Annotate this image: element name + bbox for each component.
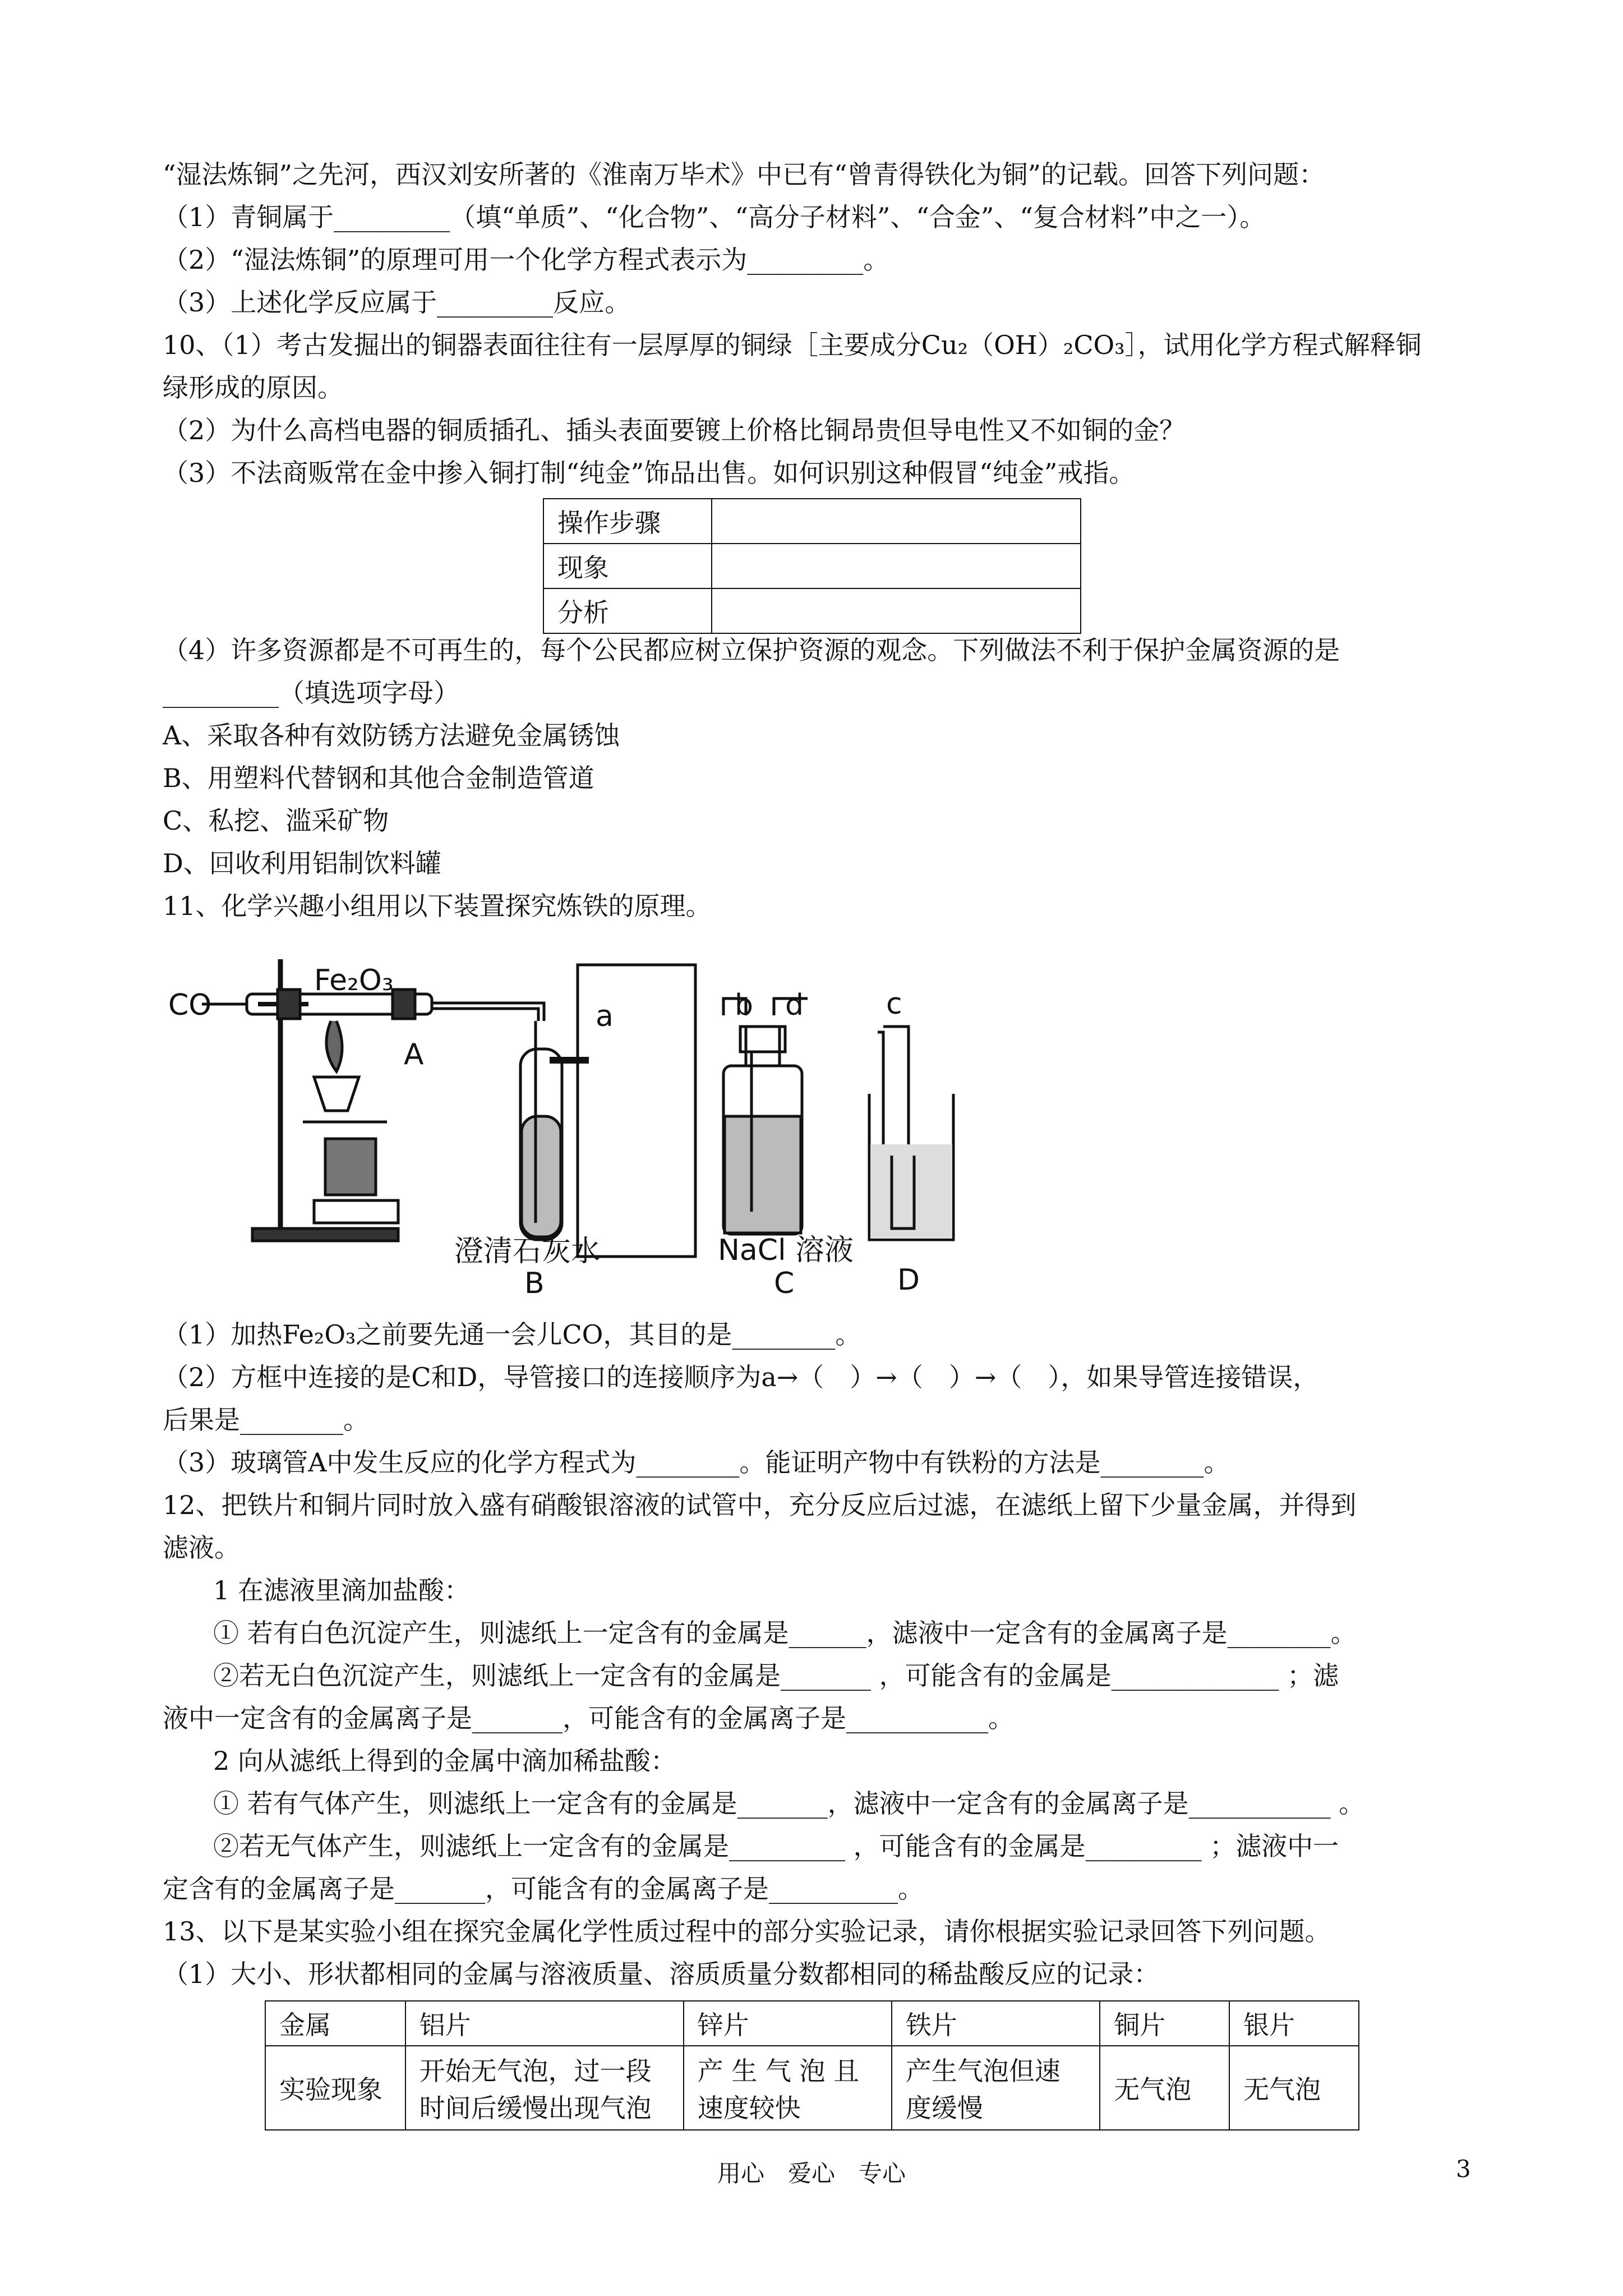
limewater-label: 澄清石灰水 (454, 1235, 601, 1268)
table-cell-cu: 无气泡 (1100, 2046, 1229, 2130)
table-header-cell: 金属 (265, 2001, 405, 2046)
page-number: 3 (1456, 2155, 1471, 2183)
nacl-label: NaCl 溶液 (718, 1234, 854, 1267)
cell-line: 度缓慢 (905, 2093, 983, 2123)
metal-reaction-table (265, 2000, 1359, 2131)
question-9-3: （3）上述化学反应属于_________反应。 (163, 287, 631, 318)
question-12: 12、把铁片和铜片同时放入盛有硝酸银溶液的试管中，充分反应后过滤，在滤纸上留下少量金属，并得到 (163, 1490, 1357, 1520)
apparatus-figure (163, 954, 1026, 1307)
table-row-label: 实验现象 (265, 2046, 405, 2130)
question-9-1: （1）青铜属于_________（填“单质”、“化合物”、“高分子材料”、“合金”、“复合材料”中之一）。 (163, 202, 1266, 232)
table-cell: 分析 (543, 588, 712, 633)
question-11-1: （1）加热Fe₂O₃之前要先通一会儿CO，其目的是________。 (163, 1319, 861, 1350)
text-line: 后果是________。 (163, 1405, 369, 1435)
label-a-inlet: a (596, 1000, 614, 1033)
table-cell-empty (712, 499, 1081, 544)
text-line: ① 若有白色沉淀产生，则滤纸上一定含有的金属是______，滤液中一定含有的金属离子是________。 (213, 1618, 1357, 1648)
text-line: ②若无白色沉淀产生，则滤纸上一定含有的金属是_______ ，可能含有的金属是_____________ ；滤 (213, 1660, 1339, 1691)
option-c: C、私挖、滥采矿物 (163, 806, 389, 836)
table-cell-al (405, 2046, 684, 2130)
label-c: C (774, 1267, 795, 1300)
label-b: B (524, 1267, 545, 1300)
question-11-3: （3）玻璃管A中发生反应的化学方程式为________。能证明产物中有铁粉的方法是________。 (163, 1447, 1230, 1478)
text-line: 定含有的金属离子是_______，可能含有的金属离子是__________。 (163, 1874, 924, 1904)
text-line: _________（填选项字母） (163, 678, 459, 708)
cell-line: 速度较快 (697, 2093, 801, 2123)
cell-line: 开始无气泡，过一段 (419, 2056, 652, 2086)
text-line: “湿法炼铜”之先河，西汉刘安所著的《淮南万毕术》中已有“曾青得铁化为铜”的记载。回答下列问题： (163, 159, 1325, 190)
table-header-cell: 铝片 (405, 2001, 684, 2046)
label-a-tube: A (404, 1038, 424, 1071)
label-b-inlet: b (735, 988, 754, 1022)
table-header-cell: 铜片 (1100, 2001, 1229, 2046)
option-b: B、用塑料代替钢和其他合金制造管道 (163, 763, 594, 793)
question-13-1: （1）大小、形状都相同的金属与溶液质量、溶质质量分数都相同的稀盐酸反应的记录： (163, 1959, 1160, 1989)
text-line: 液中一定含有的金属离子是_______，可能含有的金属离子是___________。 (163, 1703, 1014, 1733)
label-d: D (897, 1263, 920, 1297)
table-header-cell: 铁片 (892, 2001, 1100, 2046)
table-cell-empty (712, 588, 1081, 633)
question-10-1: 10、（1）考古发掘出的铜器表面往往有一层厚厚的铜绿［主要成分Cu₂（OH）₂CO₃］，试用化学方程式解释铜 (163, 330, 1422, 360)
text-line: ②若无气体产生，则滤纸上一定含有的金属是_________ ，可能含有的金属是_________ ；滤液中一 (213, 1831, 1339, 1861)
table-cell-ag: 无气泡 (1229, 2046, 1359, 2130)
option-a: A、采取各种有效防锈方法避免金属锈蚀 (163, 720, 620, 751)
table-header-cell: 锌片 (684, 2001, 892, 2046)
table-header-cell: 银片 (1229, 2001, 1359, 2046)
question-10-2: （2）为什么高档电器的铜质插孔、插头表面要镀上价格比铜昂贵但导电性又不如铜的金？ (163, 415, 1186, 445)
cell-line: 时间后缓慢出现气泡 (419, 2093, 652, 2123)
table-cell: 现象 (543, 544, 712, 588)
question-11-2: （2）方框中连接的是C和D，导管接口的连接顺序为a→（ ）→（ ）→（ ），如果导管连接错误， (163, 1362, 1319, 1392)
cell-line: 产生气泡但速 (905, 2056, 1061, 2086)
question-13: 13、以下是某实验小组在探究金属化学性质过程中的部分实验记录，请你根据实验记录回答下列问题。 (163, 1916, 1331, 1947)
table-cell: 操作步骤 (543, 499, 712, 544)
table-cell-fe (892, 2046, 1100, 2130)
question-12-1: 1 在滤液里滴加盐酸： (213, 1575, 470, 1605)
table-cell-zn (684, 2046, 892, 2130)
table-cell-empty (712, 544, 1081, 588)
text-line: ① 若有气体产生，则滤纸上一定含有的金属是_______，滤液中一定含有的金属离子是___________ 。 (213, 1788, 1365, 1819)
label-d-inlet: d (785, 988, 804, 1022)
text-line: 滤液。 (163, 1533, 240, 1563)
question-11: 11、化学兴趣小组用以下装置探究炼铁的原理。 (163, 891, 712, 921)
label-c-inlet: c (886, 987, 902, 1021)
page-footer: 用心 爱心 专心 (717, 2160, 906, 2187)
co-label: CO (168, 988, 212, 1022)
question-10-4: （4）许多资源都是不可再生的，每个公民都应树立保护资源的观念。下列做法不利于保护金属资源的是 (163, 635, 1340, 665)
option-d: D、回收利用铝制饮料罐 (163, 848, 441, 878)
question-9-2: （2）“湿法炼铜”的原理可用一个化学方程式表示为_________。 (163, 245, 889, 275)
cell-line: 产 生 气 泡 且 (697, 2056, 860, 2086)
identification-table (543, 498, 1081, 634)
text-line: 绿形成的原因。 (163, 372, 343, 403)
question-12-2: 2 向从滤纸上得到的金属中滴加稀盐酸： (213, 1746, 676, 1776)
fe2o3-label: Fe₂O₃ (314, 964, 394, 997)
question-10-3: （3）不法商贩常在金中掺入铜打制“纯金”饰品出售。如何识别这种假冒“纯金”戒指。 (163, 458, 1135, 488)
